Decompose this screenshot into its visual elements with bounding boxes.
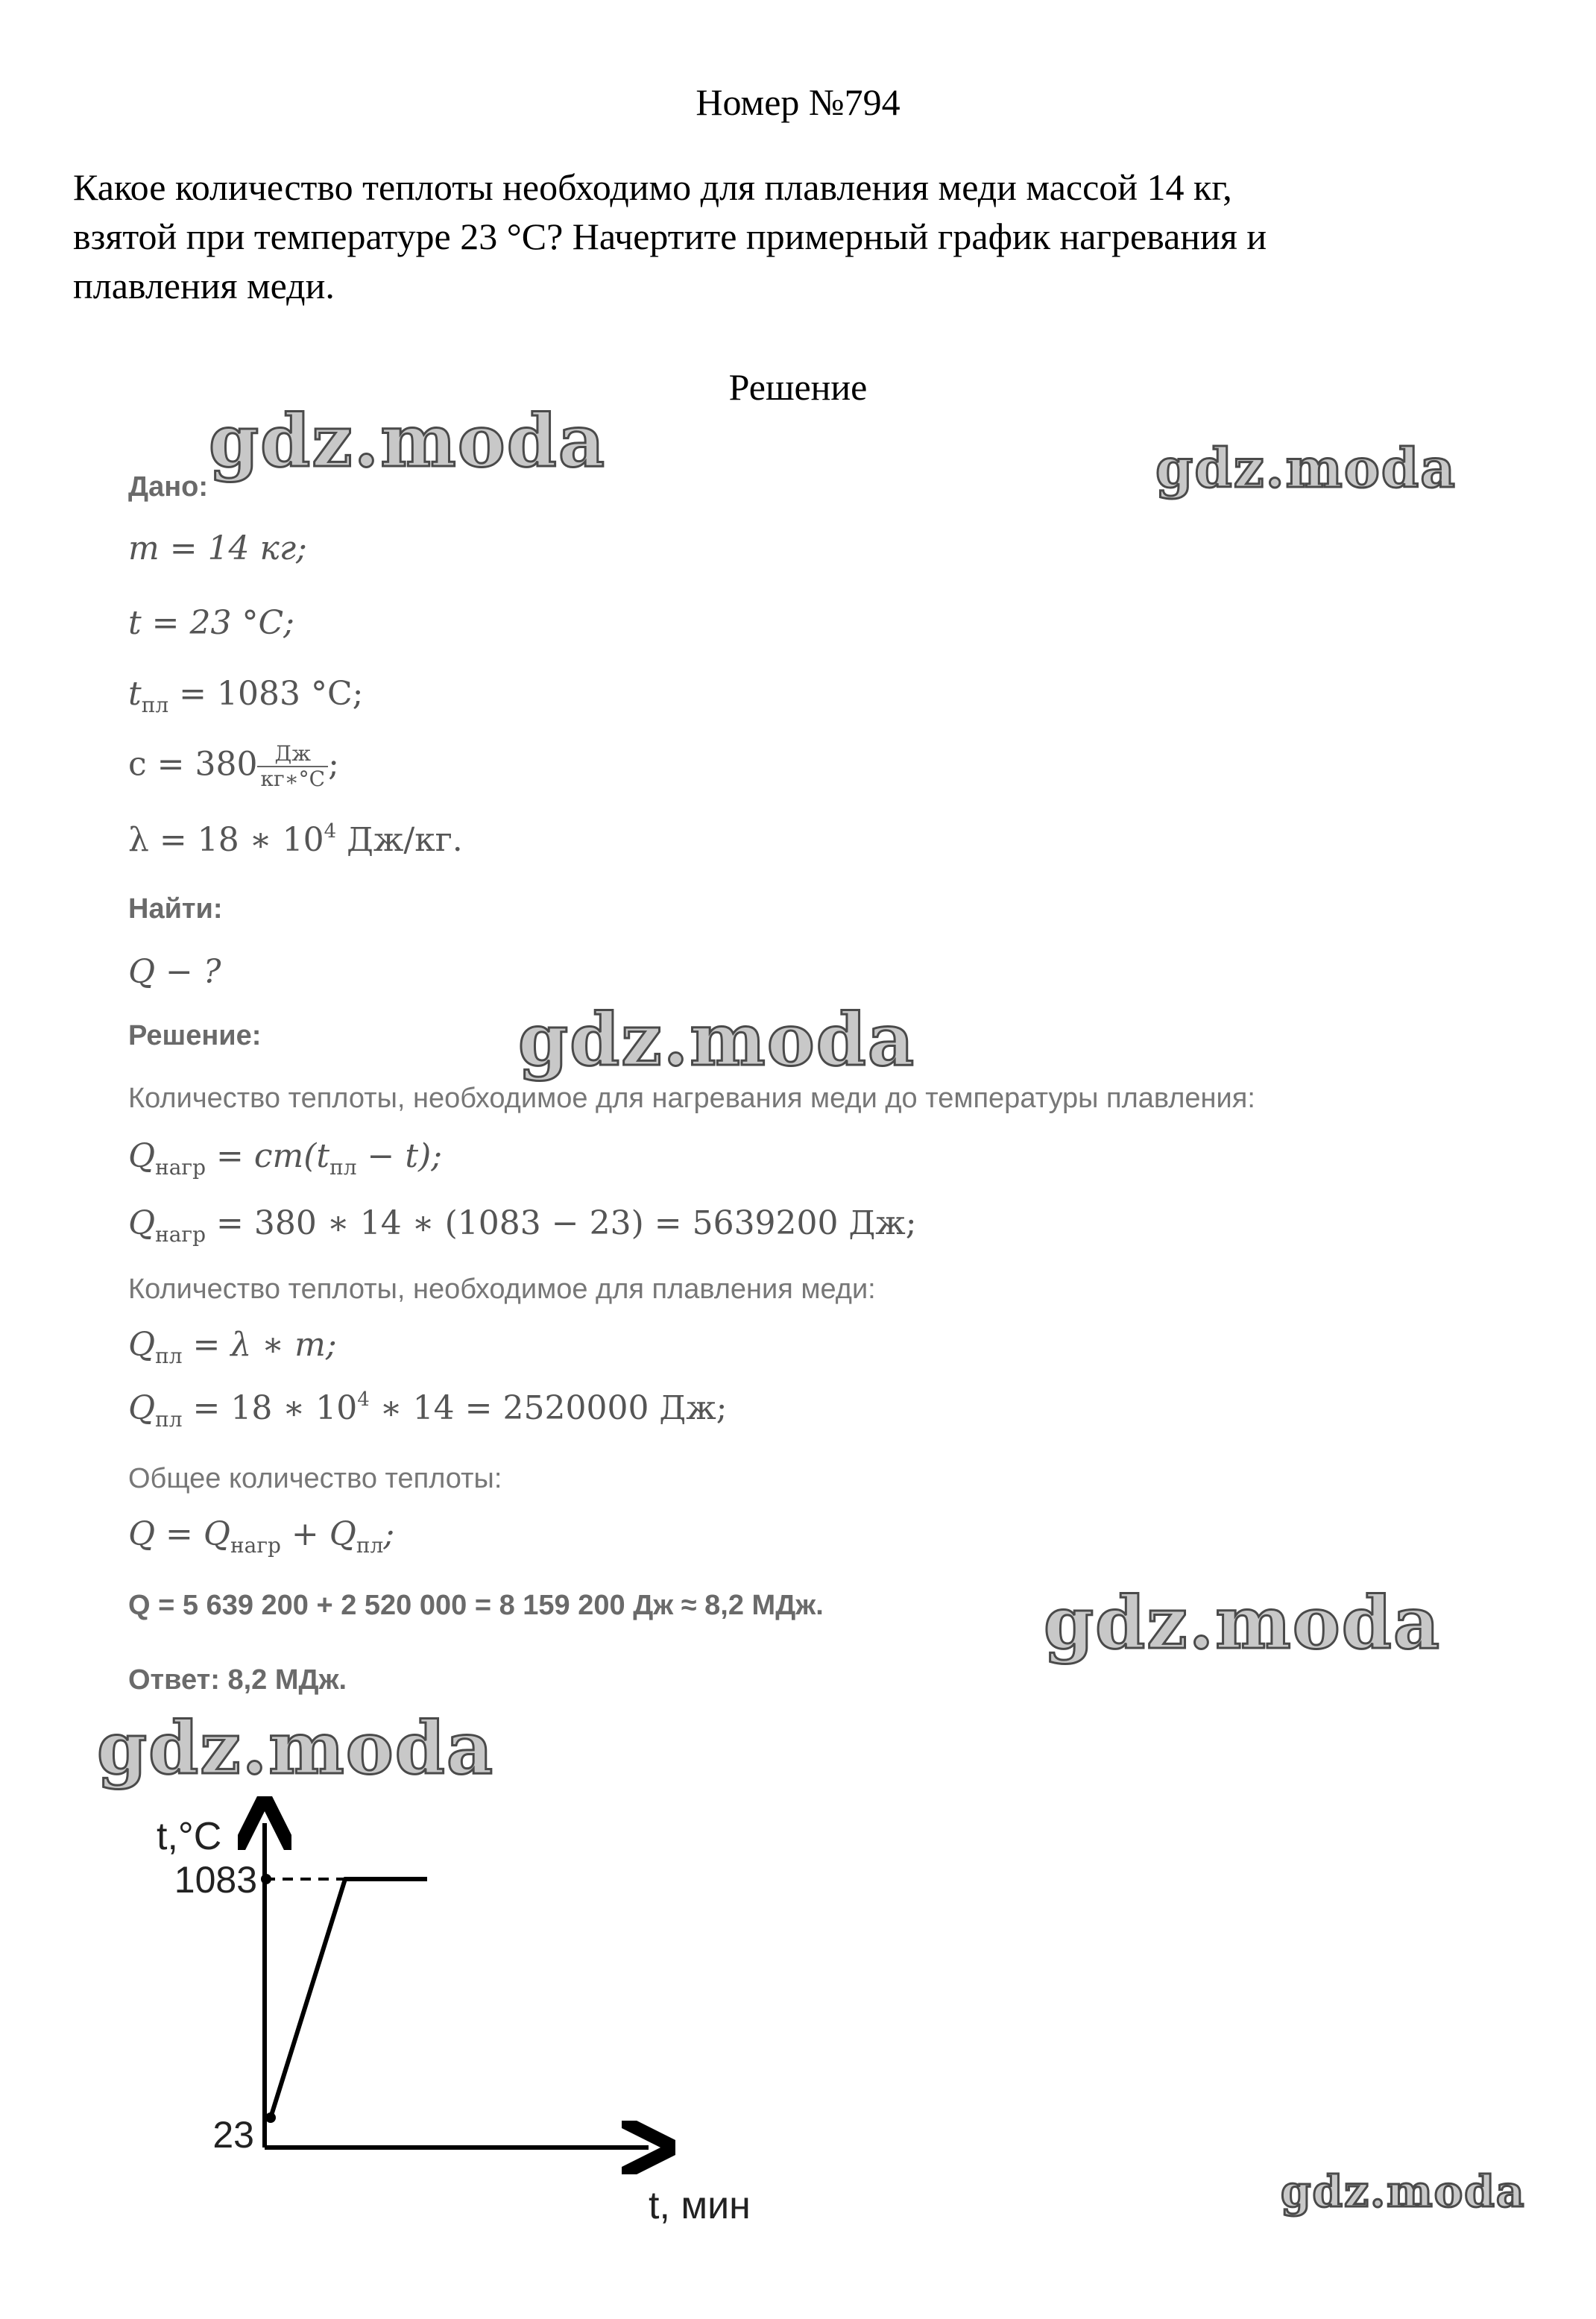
y-tick-label: 23 [212,2114,254,2156]
chart-layer [157,1815,751,2227]
equation-total-formula [128,1515,394,1558]
tick-point-1083 [261,1874,271,1884]
latent-heat-exp: 4 [324,820,337,843]
find-quantity [128,953,221,991]
equation-heating-value [128,1204,917,1247]
page-title: Номер №794 [696,81,900,123]
eq-sub: пл [356,1533,384,1558]
melting-value: = 1083 °C; [168,675,364,713]
solution-text: Общее количество теплоты: [128,1463,502,1494]
given-temperature [128,604,294,642]
eq-part: + Q [280,1515,356,1553]
answer: Ответ: 8,2 МДж. [128,1664,347,1696]
eq-sub: нагр [155,1222,206,1247]
find-label: Найти: [128,893,223,925]
watermark: gdz.moda [518,998,916,1082]
latent-heat-suffix: Дж/кг. [336,821,463,859]
unit-denominator: кг∗°C [260,767,326,791]
temperature-curve [271,1879,427,2118]
watermark: gdz.moda [1044,1581,1442,1665]
equation-melting-value [128,1388,728,1432]
latent-heat-prefix: λ = 18 ∗ 10 [128,821,324,859]
specific-heat-prefix: c = 380 [128,745,258,784]
eq-var: Q [128,1204,156,1242]
eq-part: ∗ 14 = 2520000 Дж; [369,1389,728,1427]
problem-line: плавления меди. [73,265,335,306]
solution-text: Количество теплоты, необходимое для нагревания меди до температуры плавления: [128,1083,1255,1114]
x-axis-label: t, мин [649,2184,751,2227]
watermark: gdz.moda [1281,2166,1526,2217]
given-label: Дано: [128,471,209,503]
eq-sub: нагр [230,1533,281,1558]
y-axis-label: t,°C [157,1815,222,1858]
eq-var: Q [128,1389,156,1427]
heating-melting-graph [134,1790,751,2237]
specific-heat-suffix: ; [328,745,339,784]
given-temperature-text: t = 23 °C; [128,604,294,642]
eq-part: = 18 ∗ 10 [182,1389,358,1427]
specific-heat-unit [257,742,328,791]
eq-part: ; [383,1515,395,1553]
problem-line: Какое количество теплоты необходимо для плавления меди массой 14 кг, [73,166,1232,208]
equation-total-value: Q = 5 639 200 + 2 520 000 = 8 159 200 Дж ≈ 8,2 МДж. [128,1590,824,1621]
eq-sub: пл [155,1344,183,1368]
watermark: gdz.moda [1155,436,1457,500]
given-mass-text: m = 14 кг; [128,529,307,567]
melting-var: t [128,675,142,713]
given-melting-point [128,675,363,717]
solution-text: Количество теплоты, необходимое для плавления меди: [128,1274,876,1305]
melting-sub: пл [141,693,169,717]
given-specific-heat [128,742,339,791]
eq-sub: пл [155,1407,183,1432]
eq-part: = λ ∗ m; [182,1326,337,1364]
solution-heading: Решение [728,366,868,408]
eq-var: Q [128,1326,156,1364]
tick-point-23 [265,2112,276,2123]
unit-numerator: Дж [257,742,328,767]
equation-heating-formula [128,1137,442,1180]
eq-exp: 4 [357,1388,370,1411]
problem-statement [73,163,1534,310]
find-quantity-text: Q − ? [128,953,221,991]
equation-melting-formula [128,1326,337,1368]
eq-part: − t); [356,1137,443,1175]
eq-sub: нагр [155,1155,206,1180]
watermark: gdz.moda [97,1706,495,1790]
watermark: gdz.moda [209,399,607,483]
eq-part: Q = Q [128,1515,230,1553]
problem-line: взятой при температуре 23 °C? Начертите примерный график нагревания и [73,215,1267,257]
eq-part: = cm(t [206,1137,330,1175]
eq-var: Q [128,1137,156,1175]
given-mass [128,529,307,567]
given-latent-heat [128,820,463,859]
y-tick-label: 1083 [174,1859,257,1901]
eq-sub: пл [329,1155,357,1180]
eq-part: = 380 ∗ 14 ∗ (1083 − 23) = 5639200 Дж; [206,1204,917,1242]
solution-label: Решение: [128,1020,262,1051]
